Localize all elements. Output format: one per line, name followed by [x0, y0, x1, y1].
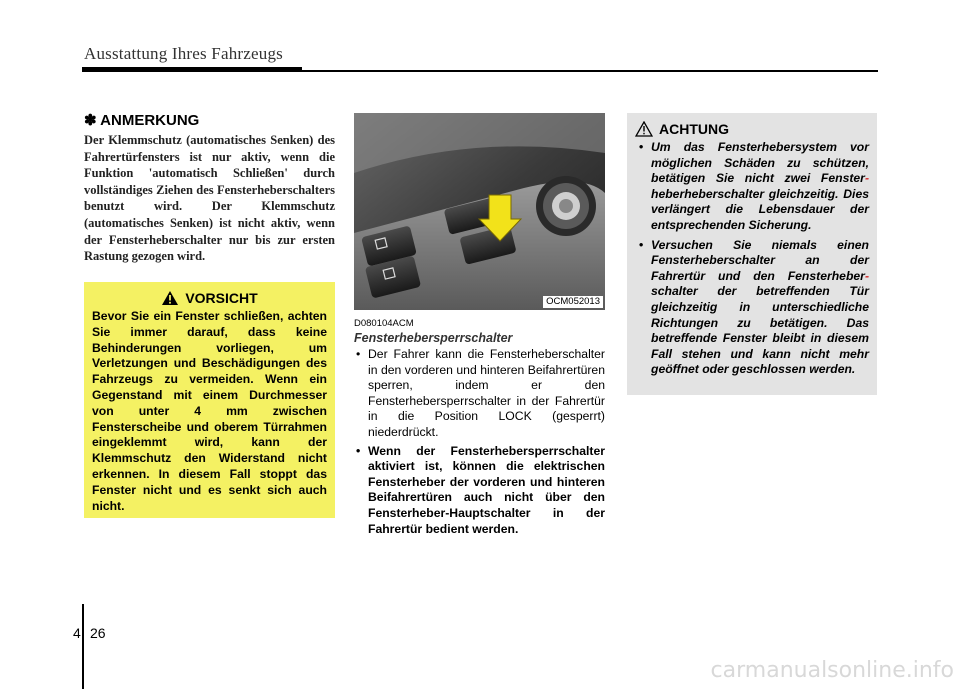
- page-number: 26: [90, 625, 106, 641]
- photo-caption: OCM052013: [543, 296, 603, 308]
- vorsicht-body: Bevor Sie ein Fenster schließen, achten Sie immer darauf, dass keine Behinderungen vorliegen, um Verletzungen und Beschädigungen des Fahrzeugs zu vermeiden. Wenn ein Gegenstand mit einem Durchmesser von unter 4 mm zwischen Fensterscheibe und oberem Türrahmen eingeklemmt wird, kann der Klemmschutz den Widerstand nicht erkennen. In diesem Fall stoppt das Fenster nicht und es senkt sich auch nicht.: [92, 309, 327, 513]
- achtung-list: [635, 140, 869, 378]
- bullet-item-1: • Der Fahrer kann die Fensterheberschalter in den vorderen und hinteren Beifahrertüren sperren, indem er den Fensterhebersperrschalter in der Fahrertür in die Position LOCK (gesperrt) niederdrückt.: [354, 347, 605, 441]
- achtung-item-2: • Versuchen Sie niemals einen Fensterheberschalter an der Fahrertür und den Fensterheber- schalter der betreffenden Tür gleichzeitig in unterschiedliche Richtungen zu betätigen. Das betreffende Fenster bleibt in diesem Fall stehen und kann nicht mehr geöffnet oder geschlossen werden.: [635, 238, 869, 378]
- caution-icon: [635, 121, 653, 137]
- achtung-box: [627, 113, 877, 395]
- mirror-control: [536, 176, 596, 236]
- header-bar: [82, 67, 302, 72]
- note-title: ✽ ANMERKUNG: [84, 112, 200, 129]
- section-code: D080104ACM: [354, 318, 414, 329]
- chapter-number: 4: [73, 625, 81, 641]
- window-switch-illustration: [354, 113, 605, 310]
- vorsicht-header: [92, 290, 327, 306]
- page-header-title: Ausstattung Ihres Fahrzeugs: [84, 44, 283, 63]
- note-body: Der Klemmschutz (automatisches Senken) des Fahrertürfensters ist nur aktiv, wenn die Funktion 'automatisch Schließen' durch vollständiges Ziehen des Fensterheberschalters benutzt wird. Der Klemmschutz (automatisches Senken) ist nicht aktiv, wenn der Fensterheberschalter nur bis zur ersten Rastung gezogen wird.: [84, 133, 335, 264]
- achtung-title: ACHTUNG: [659, 121, 729, 137]
- watermark: carmanualsonline.info: [710, 658, 954, 683]
- vorsicht-title: VORSICHT: [185, 290, 258, 306]
- section-bullet-list: [354, 347, 605, 540]
- warning-icon: [161, 290, 179, 306]
- vorsicht-box: [84, 282, 335, 518]
- section-heading: Fensterhebersperrschalter: [354, 331, 513, 345]
- window-switch-photo: [354, 113, 605, 310]
- achtung-item-1: • Um das Fensterhebersystem vor möglichen Schäden zu schützen, betätigen Sie nicht zwei Fenster- heberheberschalter gleichzeitig. Dies verlängert die Lebensdauer der entsprechenden Sicherung.: [635, 140, 869, 234]
- header-rule: [302, 70, 878, 72]
- achtung-header: [635, 121, 869, 137]
- footer-rule: [82, 604, 84, 689]
- bullet-item-2: • Wenn der Fensterhebersperrschalter aktiviert ist, können die elektrischen Fensterheber der vorderen und hinteren Beifahrertüren auch nicht über den Fensterheber-Hauptschalter in der Fahrertür bedient werden.: [354, 444, 605, 538]
